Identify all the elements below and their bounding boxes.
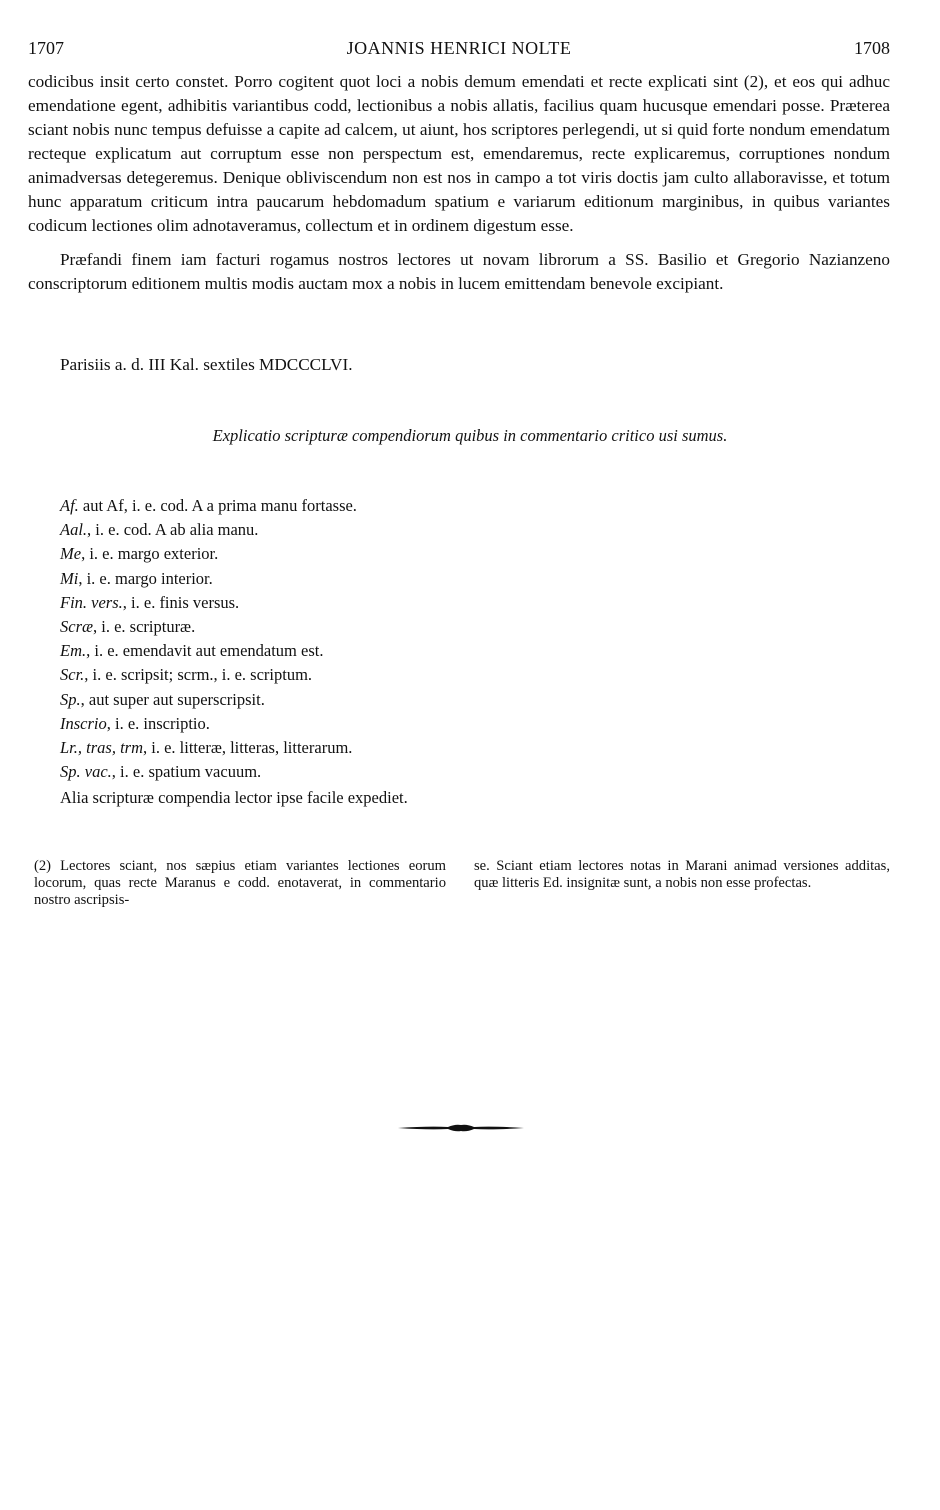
footnote-column-right: se. Sciant etiam lectores notas in Marani animad versiones additas, quæ litteris Ed. insignitæ sunt, a nobis non esse profectas.	[474, 858, 890, 891]
abbreviation-meaning: , i. e. margo interior.	[78, 568, 213, 588]
abbreviation: Scr.	[60, 665, 85, 685]
abbreviation-item	[60, 639, 357, 663]
paragraph-1: codicibus insit certo constet. Porro cogitent quot loci a nobis demum emendati et recte explicati sint (2), et eos qui adhuc emendatione egent, adhibitis variantibus codd, lectionibus a nobis allatis, facilius quam hucusque emendari posse. Præterea sciant nobis nunc tempus defuisse a capite ad calcem, ut aiunt, hos scriptores perlegendi, ut si quid forte nondum emendatum recteque explicatum aut corruptum esse non perspectum est, emendaremus, recte explicaremus, corruptiones nondum animadversas detegeremus. Denique obliviscendum non est nos in campo a tot viris doctis jam culto allaboravisse, et totum hunc apparatum criticum intra paucarum hebdomadum spatium e variarum editionum marginibus, in quibus variantes codicum lectiones olim adnotaveramus, collectum et in ordinem digestum esse.	[28, 72, 890, 235]
abbreviation-meaning: , i. e. scripsit; scrm., i. e. scriptum.	[84, 665, 313, 685]
abbreviations-closing: Alia scripturæ compendia lector ipse facile expediet.	[60, 788, 408, 807]
abbreviation: Lr., tras, trm	[60, 738, 143, 758]
abbreviation-meaning: , i. e. litteræ, litteras, litterarum.	[143, 738, 353, 758]
abbreviation-item	[60, 663, 357, 687]
date-line: Parisiis a. d. III Kal. sextiles MDCCCLVI.	[60, 355, 353, 374]
abbreviation-meaning: , i. e. inscriptio.	[106, 713, 210, 733]
abbreviation-meaning: aut Af, i. e. cod. A a prima manu fortasse.	[78, 496, 357, 515]
page-number-right: 1708	[854, 38, 890, 58]
paragraph-2: Præfandi finem iam facturi rogamus nostros lectores ut novam librorum a SS. Basilio et Gregorio Nazianzeno conscriptorum editionem multis modis auctam mox a nobis in lucem emittendam benevole excipiant.	[28, 250, 890, 293]
abbreviation: Mi	[60, 568, 79, 588]
abbreviation-item	[60, 542, 357, 566]
abbreviation: Me	[60, 544, 82, 564]
abbreviation-meaning: , i. e. finis versus.	[122, 592, 240, 612]
abbreviation-meaning: , i. e. scripturæ.	[93, 617, 196, 637]
body-text	[28, 70, 890, 296]
abbreviation: Sp. vac.	[60, 762, 112, 782]
page-header	[28, 38, 890, 62]
abbreviation: Sp.	[60, 689, 81, 709]
abbreviation-item	[60, 494, 357, 518]
abbreviation: Inscrio	[60, 713, 107, 733]
abbreviation-item	[60, 567, 357, 591]
abbreviation-meaning: , i. e. spatium vacuum.	[111, 762, 262, 782]
abbreviations-list	[60, 494, 357, 784]
page-number-left: 1707	[28, 38, 64, 58]
abbreviation-item	[60, 518, 357, 542]
abbreviation-item	[60, 760, 357, 784]
running-title: JOANNIS HENRICI NOLTE	[346, 38, 572, 58]
footnote-column-left: (2) Lectores sciant, nos sæpius etiam variantes lectiones eorum locorum, quas recte Maranus e codd. enotaverat, in commentario nostro ascripsis-	[34, 858, 446, 908]
abbreviation-item	[60, 688, 357, 712]
abbreviation: Aal.	[60, 520, 88, 540]
abbreviation-item	[60, 591, 357, 615]
abbreviation-item	[60, 736, 357, 760]
abbreviation-meaning: , i. e. cod. A ab alia manu.	[87, 520, 259, 540]
abbreviations-title: Explicatio scripturæ compendiorum quibus in commentario critico usi sumus.	[212, 426, 728, 445]
end-ornament	[398, 1122, 524, 1134]
abbreviation: Em.	[60, 641, 87, 661]
abbreviation-item	[60, 712, 357, 736]
abbreviation-item	[60, 615, 357, 639]
abbreviation-meaning: , aut super aut superscripsit.	[80, 689, 265, 709]
abbreviation: Scræ	[60, 617, 93, 637]
abbreviation-meaning: , i. e. emendavit aut emendatum est.	[86, 641, 324, 661]
abbreviation-meaning: , i. e. margo exterior.	[81, 544, 219, 564]
abbreviation: Af.	[60, 496, 79, 515]
abbreviation: Fin. vers.	[60, 592, 123, 612]
